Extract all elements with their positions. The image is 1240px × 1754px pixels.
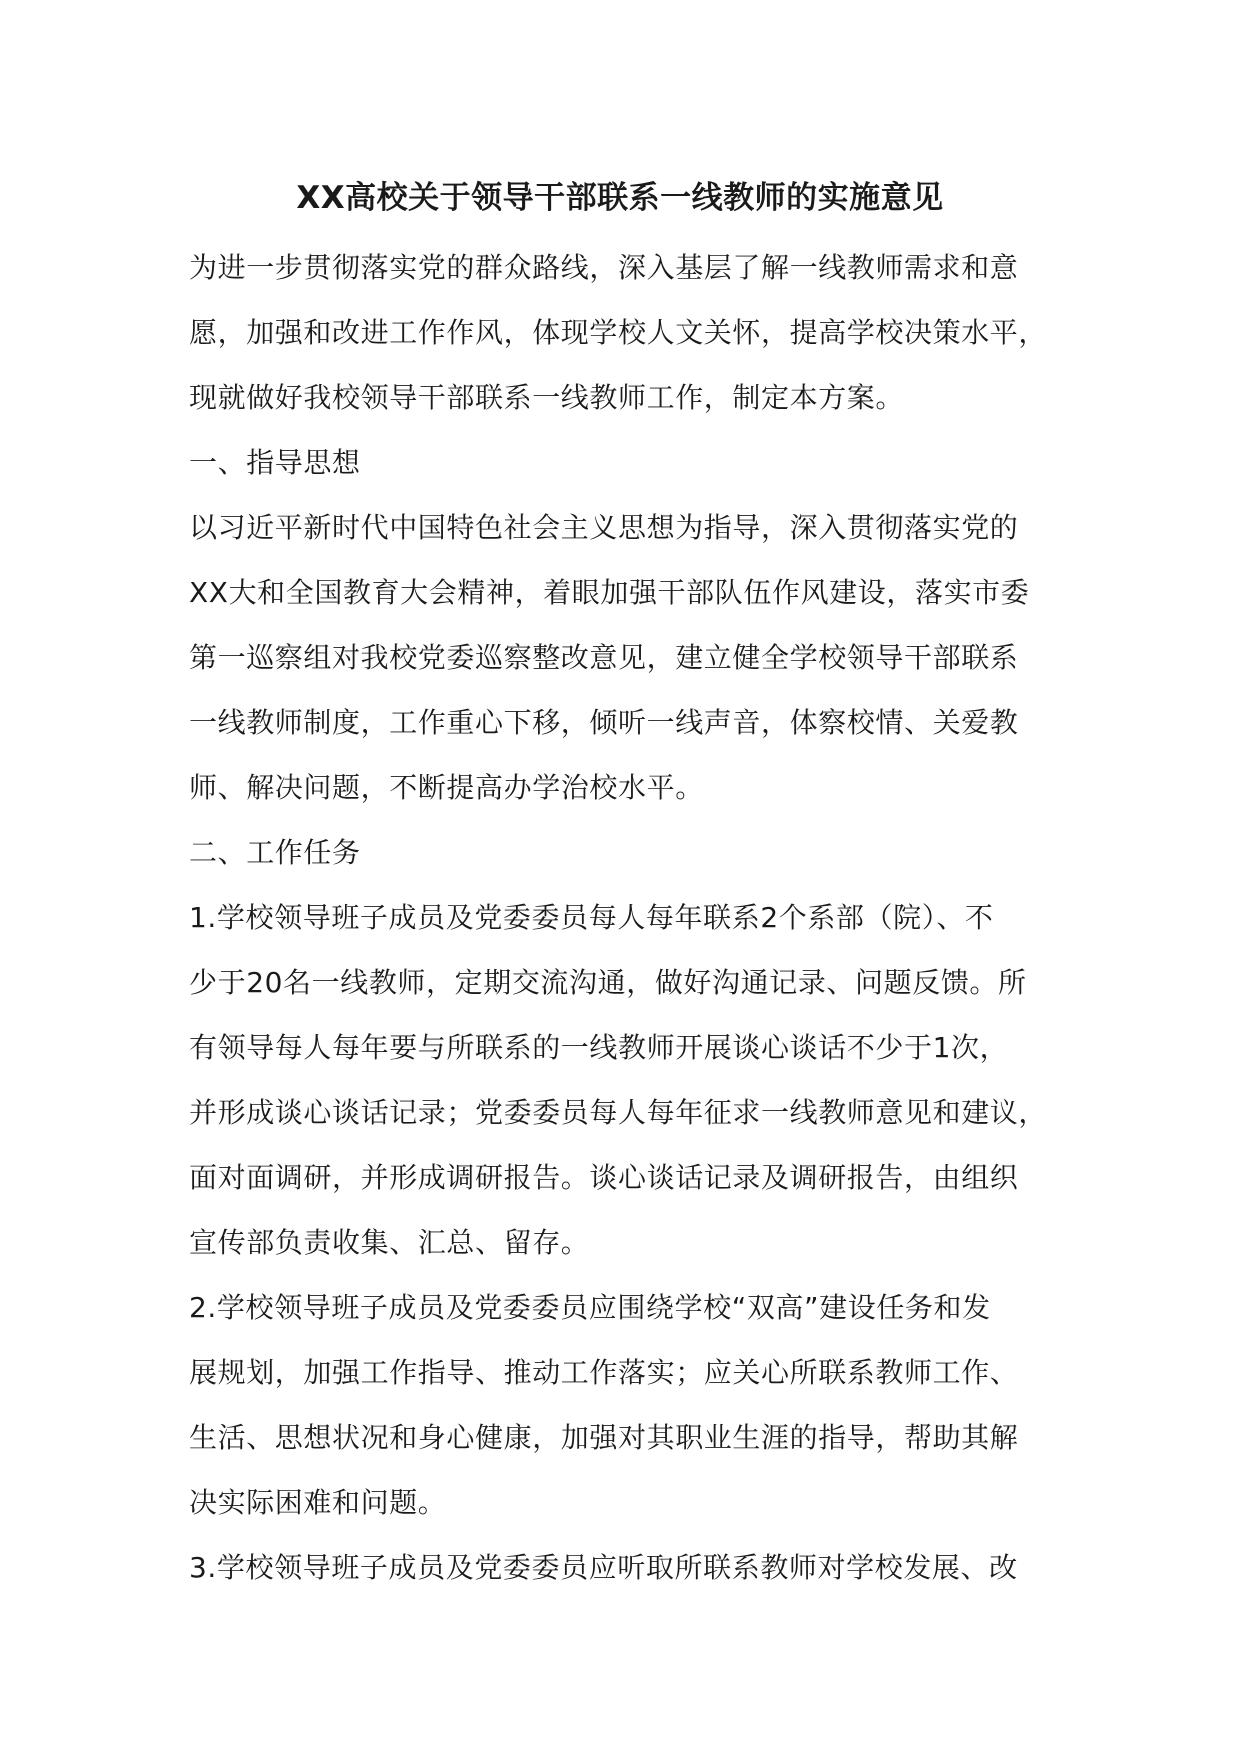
section-heading: 二、工作任务 bbox=[189, 836, 361, 869]
text-line: 面对面调研，并形成调研报告。谈心谈话记录及调研报告，由组织 bbox=[189, 1161, 1019, 1194]
text-line: 一线教师制度，工作重心下移，倾听一线声音，体察校情、关爱教 bbox=[189, 706, 1019, 739]
text-line: 并形成谈心谈话记录；党委委员每人每年征求一线教师意见和建议， bbox=[189, 1096, 1048, 1129]
text-line: 1.学校领导班子成员及党委委员每人每年联系2个系部（院）、不 bbox=[189, 901, 994, 934]
text-line: 为进一步贯彻落实党的群众路线，深入基层了解一线教师需求和意 bbox=[189, 251, 1019, 284]
text-line: XX大和全国教育大会精神，着眼加强干部队伍作风建设，落实市委 bbox=[189, 576, 1030, 609]
text-line: 师、解决问题，不断提高办学治校水平。 bbox=[189, 771, 704, 804]
text-line: 第一巡察组对我校党委巡察整改意见，建立健全学校领导干部联系 bbox=[189, 641, 1019, 674]
text-line: 现就做好我校领导干部联系一线教师工作，制定本方案。 bbox=[189, 381, 905, 414]
text-line: 愿，加强和改进工作作风，体现学校人文关怀，提高学校决策水平， bbox=[189, 316, 1048, 349]
text-line: 展规划，加强工作指导、推动工作落实；应关心所联系教师工作、 bbox=[189, 1356, 1019, 1389]
text-line: 生活、思想状况和身心健康，加强对其职业生涯的指导，帮助其解 bbox=[189, 1421, 1019, 1454]
text-line: 宣传部负责收集、汇总、留存。 bbox=[189, 1226, 590, 1259]
text-line: 有领导每人每年要与所联系的一线教师开展谈心谈话不少于1次， bbox=[189, 1031, 1009, 1064]
text-line: 2.学校领导班子成员及党委委员应围绕学校“双高”建设任务和发 bbox=[189, 1291, 991, 1324]
section-heading: 一、指导思想 bbox=[189, 446, 361, 479]
text-line: 少于20名一线教师，定期交流沟通，做好沟通记录、问题反馈。所 bbox=[189, 966, 1027, 999]
text-line: 3.学校领导班子成员及党委委员应听取所联系教师对学校发展、改 bbox=[189, 1551, 1018, 1584]
document-title: XX高校关于领导干部联系一线教师的实施意见 bbox=[296, 180, 944, 216]
text-line: 以习近平新时代中国特色社会主义思想为指导，深入贯彻落实党的 bbox=[189, 511, 1019, 544]
text-line: 决实际困难和问题。 bbox=[189, 1486, 447, 1519]
